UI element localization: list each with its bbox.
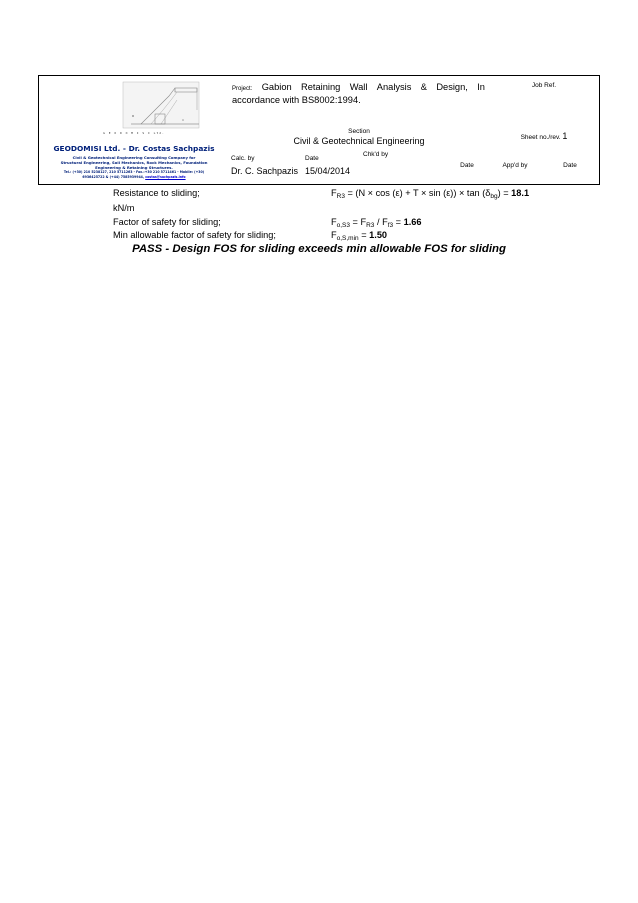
company-logo-cell [39, 76, 229, 184]
contact-line-2 [41, 175, 227, 180]
resistance-formula: $F_{R3} = (N \times \cos (\varepsilon) + T \times \sin (\varepsilon)) \times \tan (\delta_{bg}) = 18.1$ [331, 188, 530, 200]
project-word: Analysis [376, 82, 412, 92]
project-word: Wall [349, 82, 368, 92]
project-word: Gabion [261, 82, 292, 92]
section-label: Section [348, 128, 370, 135]
contact-line-1: Tel.: (+30) 210 5238127, 210 5711263 - Fax.:+30 210 5711461 - Mobile: (+30) [63, 170, 205, 174]
sheet-value: 1 [562, 131, 568, 141]
project-word: Design, [436, 82, 468, 92]
project-word: Retaining [301, 82, 341, 92]
tagline-line-3: Engineering & Retaining Structures. [95, 165, 173, 170]
tagline-line-1: Civil & Geotechnical Engineering Consulting Company for [72, 155, 196, 160]
approved-by-label: App'd by [502, 162, 528, 169]
checked-by-cell [359, 147, 445, 184]
date-value: 15/04/2014 [305, 166, 351, 176]
resistance-value: 18.1 [511, 188, 530, 198]
checked-by-label: Chk'd by [363, 151, 389, 158]
project-word: In [477, 82, 485, 92]
section-value: Civil & Geotechnical Engineering [293, 136, 425, 146]
resistance-label: Resistance to sliding; [113, 188, 200, 198]
project-line-1 [232, 82, 485, 95]
fos-min-value: 1.50 [369, 230, 388, 240]
fos-value: 1.66 [403, 217, 422, 227]
approval-date-cell [541, 147, 599, 184]
tagline-line-2: Structural Engineering, Soil Mechanics, Rock Mechanics, Foundation [60, 160, 208, 165]
calc-by-label: Calc. by [231, 155, 255, 162]
fos-formula: $F_{o,S3} = F_{R3} / F_{f3} = 1.66$ [331, 217, 422, 229]
calc-by-cell [229, 147, 301, 184]
project-word: & [420, 82, 427, 92]
retaining-wall-logo-icon [111, 80, 209, 132]
fos-label: Factor of safety for sliding; [113, 217, 221, 227]
approval-date-label: Date [563, 162, 577, 169]
fos-min-label: Min allowable factor of safety for sliding; [113, 230, 276, 240]
resistance-unit: kN/m [113, 203, 135, 213]
sheet-cell [489, 126, 599, 147]
contact-phones: 6936425722 & (+44) 7585939944, [82, 175, 145, 179]
date-cell [301, 147, 359, 184]
calc-by-value: Dr. C. Sachpazis [231, 166, 299, 176]
email-link[interactable]: costas@sachpazis.info [145, 175, 186, 179]
company-name: GEODOMISI Ltd. - Dr. Costas Sachpazis [53, 144, 215, 153]
company-contact [41, 170, 227, 180]
check-date-label: Date [460, 162, 474, 169]
logo-brand-text: G E O D O M I S I Ltd. [103, 131, 165, 135]
project-label: Project: [232, 86, 253, 92]
project-line-2: accordance with BS8002:1994. [232, 95, 361, 105]
project-cell [229, 76, 489, 126]
company-tagline [41, 155, 227, 170]
check-date-cell [445, 147, 489, 184]
fos-min-formula: $F_{o,S,min} = 1.50$ [331, 230, 388, 242]
job-ref-label: Job Ref. [531, 82, 557, 89]
approved-by-cell [489, 147, 541, 184]
title-block [38, 75, 600, 185]
section-cell [229, 126, 489, 147]
pass-result: PASS - Design FOS for sliding exceeds min allowable FOS for sliding [132, 243, 506, 255]
date-label: Date [305, 155, 319, 162]
sheet-label: Sheet no./rev. [520, 134, 561, 141]
job-ref-cell [489, 76, 599, 126]
